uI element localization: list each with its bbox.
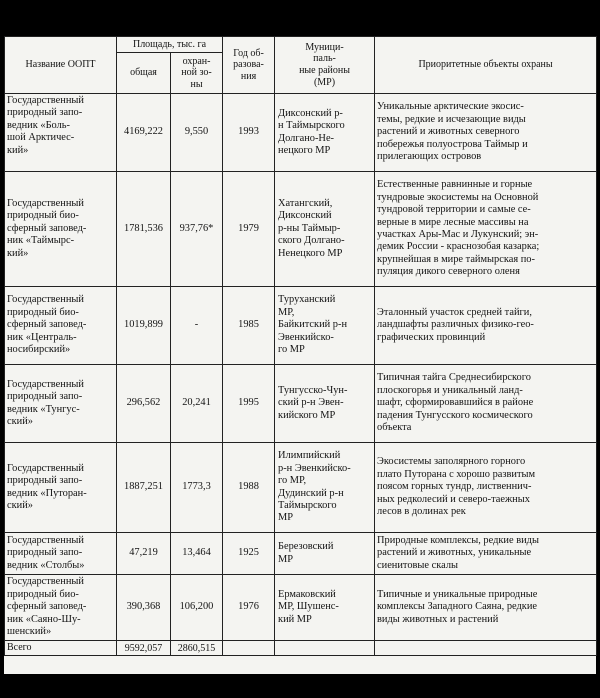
table-row [5, 575, 597, 641]
total-area: 9592,057 [117, 641, 171, 656]
table-row [5, 533, 597, 575]
cell-buffer: - [171, 287, 223, 365]
cell-priorities: Типичные и уникальные природные комплексы Западного Саяна, редкие виды животных и растений [375, 575, 597, 641]
header-districts: Муници- паль- ные районы (МР) [275, 37, 375, 94]
cell-year: 1976 [223, 575, 275, 641]
cell-name: Государственный природный био- сферный заповед- ник «Централь- носибирский» [5, 287, 117, 365]
cell-priorities: Типичная тайга Среднесибирского плоскогорья и уникальный ланд- шафт, сформировавшийся в районе падения Тунгусского космического объекта [375, 365, 597, 443]
cell-buffer: 20,241 [171, 365, 223, 443]
cell-total: 47,219 [117, 533, 171, 575]
cell-name: Государственный природный запо- ведник «Путоран- ский» [5, 443, 117, 533]
cell-districts: Хатангский, Диксонский р-ны Таймыр- ского Долгано- Ненецкого МР [275, 172, 375, 287]
cell-total: 296,562 [117, 365, 171, 443]
cell-year: 1985 [223, 287, 275, 365]
table-row [5, 94, 597, 172]
header-area-buffer: охран- ной зо- ны [171, 53, 223, 94]
cell-districts: Илимпийский р-н Эвенкийско- го МР, Дудинский р-н Таймырского МР [275, 443, 375, 533]
cell-priorities: Уникальные арктические экосис- темы, редкие и исчезающие виды растений и животных северного побережья полуострова Таймыр и прилегающих островов [375, 94, 597, 172]
header-area-total: общая [117, 53, 171, 94]
cell-districts: Березовский МР [275, 533, 375, 575]
header-name: Название ООПТ [5, 37, 117, 94]
cell-districts: Диксонский р- н Таймырского Долгано-Не- нецкого МР [275, 94, 375, 172]
cell-districts: Туруханский МР, Байкитский р-н Эвенкийско- го МР [275, 287, 375, 365]
cell-buffer: 106,200 [171, 575, 223, 641]
total-buffer: 2860,515 [171, 641, 223, 656]
header-row [5, 37, 597, 53]
table-row [5, 365, 597, 443]
cell-buffer: 1773,3 [171, 443, 223, 533]
total-row [5, 641, 597, 656]
cell-name: Государственный природный био- сферный заповед- ник «Саяно-Шу- шенский» [5, 575, 117, 641]
protected-areas-table [4, 36, 597, 656]
cell-total: 4169,222 [117, 94, 171, 172]
total-empty-priorities [375, 641, 597, 656]
total-label: Всего [5, 641, 117, 656]
total-empty-districts [275, 641, 375, 656]
cell-total: 1019,899 [117, 287, 171, 365]
cell-year: 1995 [223, 365, 275, 443]
cell-total: 390,368 [117, 575, 171, 641]
table-row [5, 443, 597, 533]
header-priorities: Приоритетные объекты охраны [375, 37, 597, 94]
cell-total: 1887,251 [117, 443, 171, 533]
cell-buffer: 9,550 [171, 94, 223, 172]
cell-buffer: 937,76* [171, 172, 223, 287]
cell-districts: Ермаковский МР, Шушенс- кий МР [275, 575, 375, 641]
cell-name: Государственный природный запо- ведник «Тунгус- ский» [5, 365, 117, 443]
cell-year: 1993 [223, 94, 275, 172]
cell-name: Государственный природный био- сферный заповед- ник «Таймырс- кий» [5, 172, 117, 287]
table-row [5, 287, 597, 365]
cell-priorities: Природные комплексы, редкие виды растений и животных, уникальные сиенитовые скалы [375, 533, 597, 575]
header-area: Площадь, тыс. га [117, 37, 223, 53]
cell-name: Государственный природный запо- ведник «Столбы» [5, 533, 117, 575]
total-empty-year [223, 641, 275, 656]
document-page [4, 36, 596, 674]
header-year: Год об- разова- ния [223, 37, 275, 94]
cell-year: 1979 [223, 172, 275, 287]
table-row [5, 172, 597, 287]
cell-priorities: Естественные равнинные и горные тундровые экосистемы на Основной тундровой территории и самые се- верные в мире лесные массивы на участках Ары-Мас и Лукунский; эн- демик России - краснозобая казарка; крупнейшая в мире таймырская по- пуляция дикого северного оленя [375, 172, 597, 287]
cell-name: Государственный природный запо- ведник «Боль- шой Арктичес- кий» [5, 94, 117, 172]
cell-year: 1925 [223, 533, 275, 575]
cell-priorities: Эталонный участок средней тайги, ландшафты различных физико-гео- графических провинций [375, 287, 597, 365]
cell-year: 1988 [223, 443, 275, 533]
cell-priorities: Экосистемы заполярного горного плато Путорана с хорошо развитым поясом горных тундр, лиственнич- ных редколесий и северо-таежных лесов в долинах рек [375, 443, 597, 533]
cell-total: 1781,536 [117, 172, 171, 287]
cell-districts: Тунгусско-Чун- ский р-н Эвен- кийского МР [275, 365, 375, 443]
cell-buffer: 13,464 [171, 533, 223, 575]
